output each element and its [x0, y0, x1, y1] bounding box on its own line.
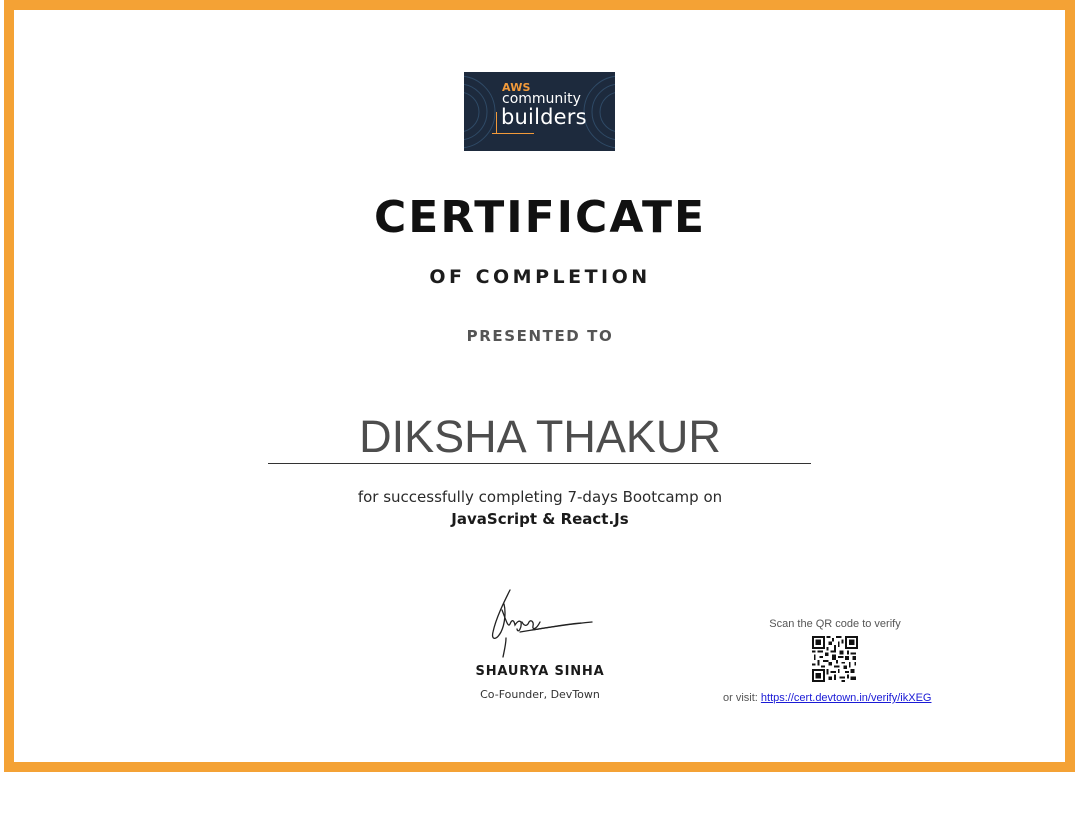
qr-code-icon[interactable]: [812, 636, 858, 682]
certificate-subtitle: OF COMPLETION: [429, 266, 651, 288]
signatory-role: Co-Founder, DevTown: [480, 688, 600, 701]
logo-accent-line: [496, 112, 497, 134]
logo-community-text: community: [502, 91, 581, 107]
verify-link-line: [723, 692, 931, 704]
aws-community-builders-logo: [464, 72, 615, 151]
completion-description: for successfully completing 7-days Bootcamp on: [357, 488, 723, 506]
visit-prefix: or visit:: [723, 692, 758, 704]
signature-image: [484, 586, 599, 662]
presented-to-label: PRESENTED TO: [466, 327, 614, 345]
certificate-title: CERTIFICATE: [373, 192, 707, 243]
logo-accent-underline: [492, 133, 534, 134]
recipient-underline: [268, 463, 811, 464]
logo-aws-text: AWS: [502, 81, 531, 94]
recipient-name: DIKSHA THAKUR: [359, 411, 721, 462]
qr-scan-instruction: Scan the QR code to verify: [769, 618, 901, 630]
course-name: JavaScript & React.Js: [451, 510, 629, 528]
logo-builders-text: builders: [501, 105, 587, 129]
signatory-name: SHAURYA SINHA: [475, 664, 605, 679]
verify-url-link[interactable]: https://cert.devtown.in/verify/ikXEG: [760, 692, 932, 704]
